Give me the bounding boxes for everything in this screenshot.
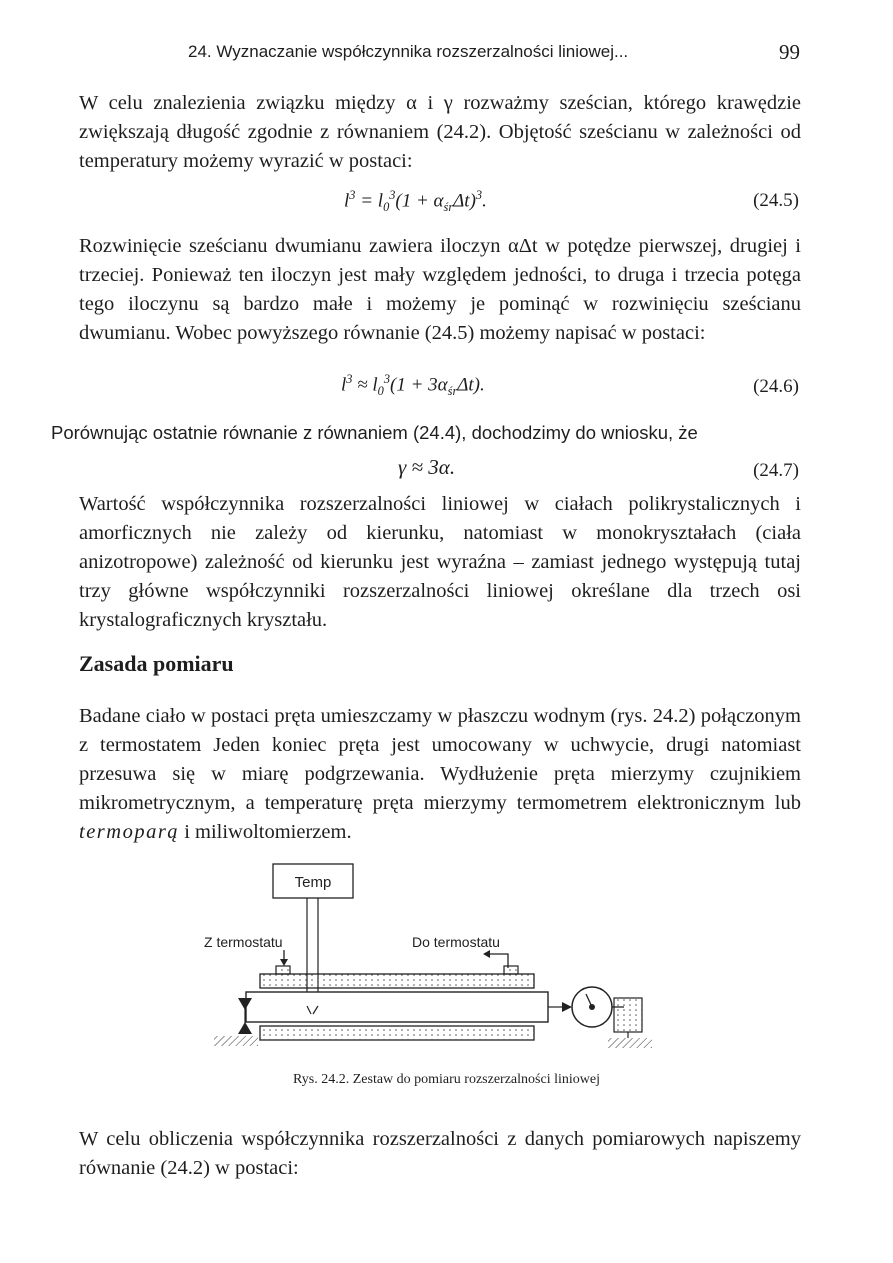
inlet-label: Z termostatu	[204, 934, 283, 950]
outlet-label: Do termostatu	[412, 934, 500, 950]
paragraph-6: W celu obliczenia współczynnika rozszerzalności z danych pomiarowych napiszemy równanie (24.2) w postaci:	[79, 1128, 801, 1179]
equation-24-5: $l^3 = l_0^3(1 + \alpha_{śr}\Delta t)^3$.	[344, 188, 487, 215]
sample-rod	[246, 992, 548, 1022]
ground-right-icon	[608, 1038, 652, 1048]
temp-label: Temp	[294, 874, 332, 891]
paragraph-3: Porównując ostatnie równanie z równaniem (24.4), dochodzimy do wniosku, że	[51, 422, 698, 443]
paragraph-5	[79, 702, 801, 847]
section-heading: Zasada pomiaru	[79, 651, 234, 676]
ground-left-icon	[214, 1036, 258, 1046]
inlet-arrow-icon	[280, 959, 288, 966]
measurement-setup-figure	[190, 858, 670, 1058]
figure-caption: Rys. 24.2. Zestaw do pomiaru rozszerzalności liniowej	[293, 1072, 600, 1087]
equation-number-24-5: (24.5)	[753, 190, 799, 211]
paragraph-1: W celu znalezienia związku między α i γ rozważmy sześcian, którego krawędzie zwiększają długość zgodnie z równaniem (24.2). Objętość sześcianu w zależności od temperatury możemy wyrazić w postaci:	[79, 92, 801, 172]
water-jacket-top	[260, 966, 534, 988]
outlet-arrow-icon	[483, 950, 490, 958]
running-header	[188, 42, 800, 68]
paragraph-5-end: i miliwoltomierzem.	[184, 821, 352, 843]
page-number: 99	[779, 40, 800, 64]
water-jacket-bottom	[260, 1026, 534, 1040]
header-title: 24. Wyznaczanie współczynnika rozszerzalności liniowej...	[188, 42, 629, 61]
paragraph-5-text: Badane ciało w postaci pręta umieszczamy w płaszczu wodnym (rys. 24.2) połączonym z termostatem Jeden koniec pręta jest umocowany w uchwycie, drugi natomiast przesuwa się w miarę podgrzewania. Wydłużenie pręta mierzymy czujnikiem mikrometrycznym, a temperaturę pręta mierzymy termometrem elektronicznym lub	[79, 705, 801, 814]
dial-gauge-icon	[562, 987, 642, 1038]
equation-number-24-6: (24.6)	[753, 376, 799, 397]
paragraph-4: Wartość współczynnika rozszerzalności liniowej w ciałach polikrystalicznych i amorficznych nie zależy od kierunku, natomiast w monokryształach (ciała anizotropowe) zależność od kierunku jest wyraźna – zamiast jednego występują tutaj trzy główne współczynniki rozszerzalności liniowej określane dla trzech osi krystalograficznych kryształu.	[79, 493, 801, 631]
equation-24-6: $l^3 \approx l_0^3(1 + 3\alpha_{śr}\Delta t)$.	[341, 372, 485, 399]
paragraph-5-italic-term: termoparą	[79, 821, 180, 843]
equation-24-7: γ ≈ 3α.	[398, 455, 456, 479]
equation-number-24-7: (24.7)	[753, 460, 799, 481]
paragraph-2: Rozwinięcie sześcianu dwumianu zawiera iloczyn αΔt w potędze pierwszej, drugiej i trzeciej. Ponieważ ten iloczyn jest mały względem jedności, to druga i trzecia potęga tego iloczynu są bardzo małe i możemy je pominąć w rozwinięciu sześcianu dwumianu. Wobec powyższego równanie (24.5) możemy napisać w postaci:	[79, 235, 801, 344]
